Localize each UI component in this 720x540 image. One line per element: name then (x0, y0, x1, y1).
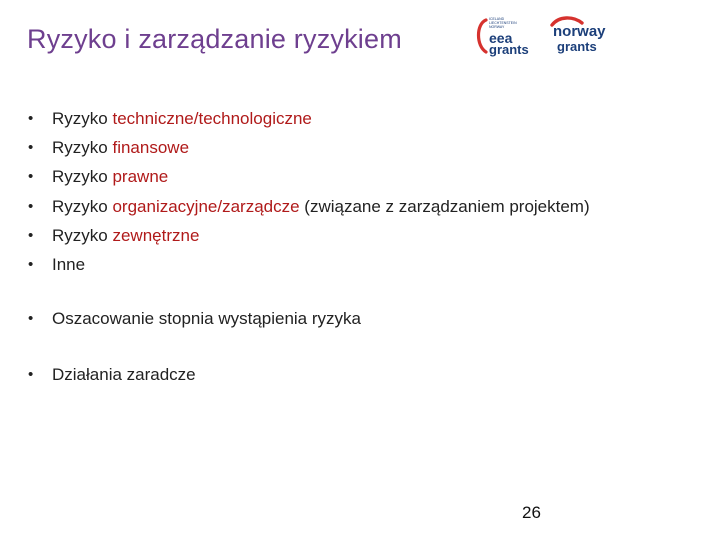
logos (473, 14, 623, 58)
eea-grants-logo (473, 14, 535, 58)
eea-swirl-icon (473, 16, 489, 56)
list-item-text: Inne (52, 254, 86, 274)
bullet-dot: • (28, 139, 34, 157)
risk-assessment-text: Oszacowanie stopnia wystąpienia ryzyka (52, 309, 361, 328)
slide-title: Ryzyko i zarządzanie ryzykiem (27, 24, 402, 54)
eea-logo-line2: grants (489, 42, 529, 57)
bullet-dot: • (28, 226, 34, 244)
mitigation-text: Działania zaradcze (52, 365, 196, 384)
eea-logo-line1: eea (489, 30, 513, 46)
norway-logo-line1: norway (553, 23, 606, 40)
bullet-dot: • (28, 168, 34, 186)
list-item-text: Ryzyko organizacyjne/zarządcze (związane z zarządzaniem projektem) (52, 196, 590, 216)
list-item-text: Ryzyko zewnętrzne (52, 225, 200, 245)
eea-small-text: ICELAND LIECHTENSTEIN NORWAY (489, 17, 517, 29)
list-item-text: Ryzyko finansowe (52, 138, 190, 158)
bullet-dot: • (28, 255, 34, 273)
bullet-dot: • (28, 366, 34, 383)
bullet-dot: • (28, 197, 34, 215)
list-item-text: Ryzyko techniczne/technologiczne (52, 109, 312, 128)
list-item-text: Ryzyko prawne (52, 167, 169, 187)
norway-grants-logo (547, 14, 623, 58)
bullet-dot: • (28, 310, 34, 327)
page-number: 26 (522, 503, 541, 522)
norway-logo-line2: grants (557, 39, 597, 54)
bullet-dot: • (28, 110, 34, 127)
